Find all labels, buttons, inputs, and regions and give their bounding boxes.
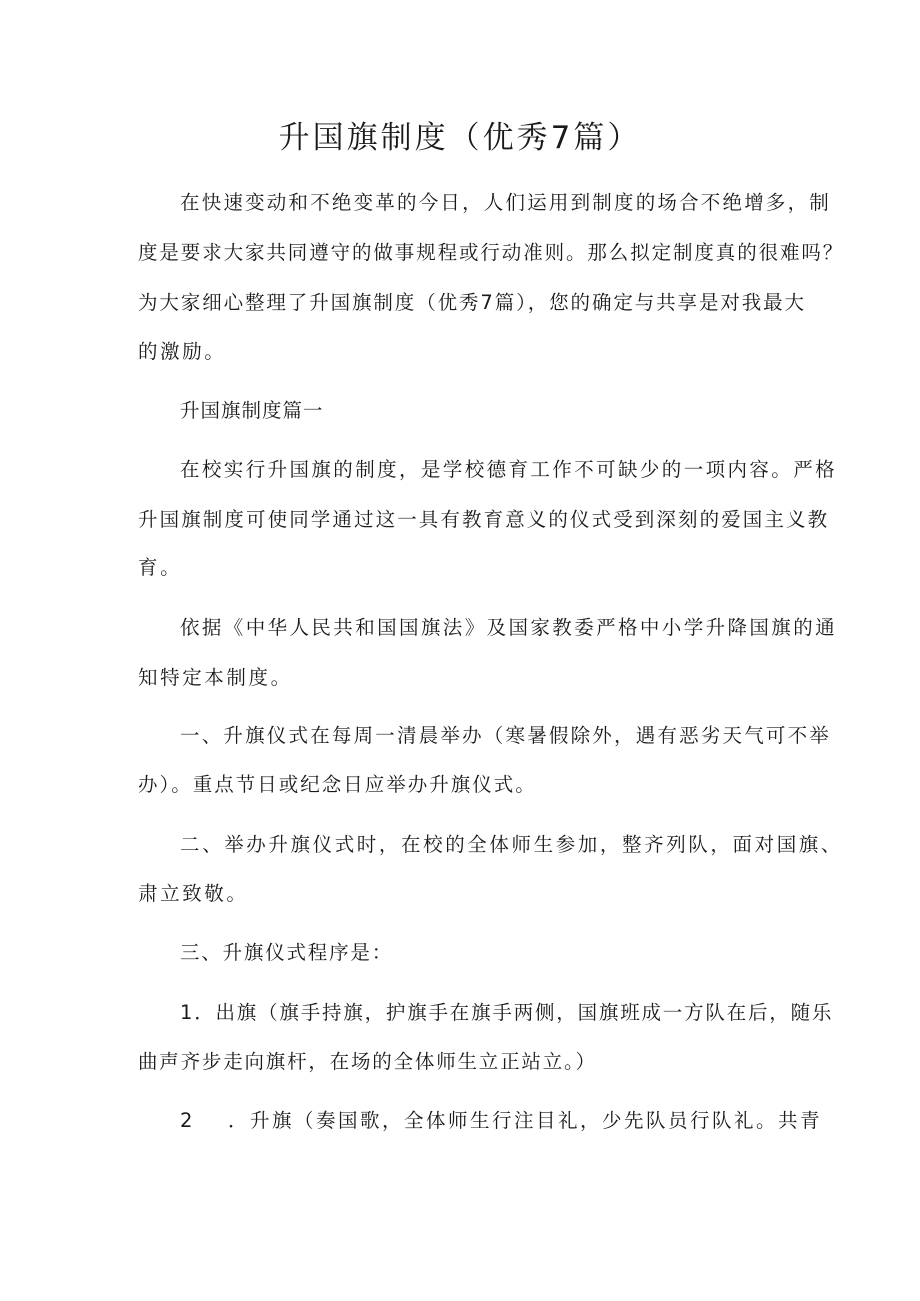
paragraph-line: 知特定本制度。	[138, 666, 293, 689]
paragraph-line: 曲声齐步走向旗杆，在场的全体师生立正站立。）	[138, 1050, 597, 1073]
paragraph-line: 在校实行升国旗的制度，是学校德育工作不可缺少的一项内容。严格	[180, 458, 838, 481]
paragraph-line: 在快速变动和不绝变革的今日，人们运用到制度的场合不绝增多，制	[180, 191, 832, 214]
document-title: 升国旗制度（优秀7篇）	[278, 120, 642, 156]
paragraph-line: 度是要求大家共同遵守的做事规程或行动准则。那么拟定制度真的很难吗？	[138, 241, 845, 264]
paragraph-line: 1．出旗（旗手持旗，护旗手在旗手两侧，国旗班成一方队在后，随乐	[180, 1001, 834, 1024]
paragraph-line: 肃立致敬。	[138, 882, 249, 905]
paragraph-line: 二、举办升旗仪式时，在校的全体师生参加，整齐列队，面对国旗、	[180, 833, 844, 856]
paragraph-line: 一、升旗仪式在每周一清晨举办（寒暑假除外，遇有恶劣天气可不举	[180, 724, 832, 747]
list-number: 2	[180, 1109, 196, 1132]
paragraph-line: 办）。重点节日或纪念日应举办升旗仪式。	[138, 773, 537, 796]
paragraph-line: 育。	[138, 556, 183, 579]
section-heading: 升国旗制度篇一	[180, 399, 324, 422]
paragraph-line: 依据《中华人民共和国国旗法》及国家教委严格中小学升降国旗的通	[180, 616, 838, 639]
paragraph-line: ．升旗（奏国歌，全体师生行注目礼，少先队员行队礼。共青	[228, 1109, 823, 1132]
paragraph-line: 三、升旗仪式程序是：	[180, 941, 394, 964]
paragraph-line: 的激励。	[138, 340, 227, 363]
paragraph-line: 升国旗制度可使同学通过这一具有教育意义的仪式受到深刻的爱国主义教	[138, 508, 830, 531]
paragraph-line: 为大家细心整理了升国旗制度（优秀7篇），您的确定与共享是对我最大	[138, 291, 806, 314]
